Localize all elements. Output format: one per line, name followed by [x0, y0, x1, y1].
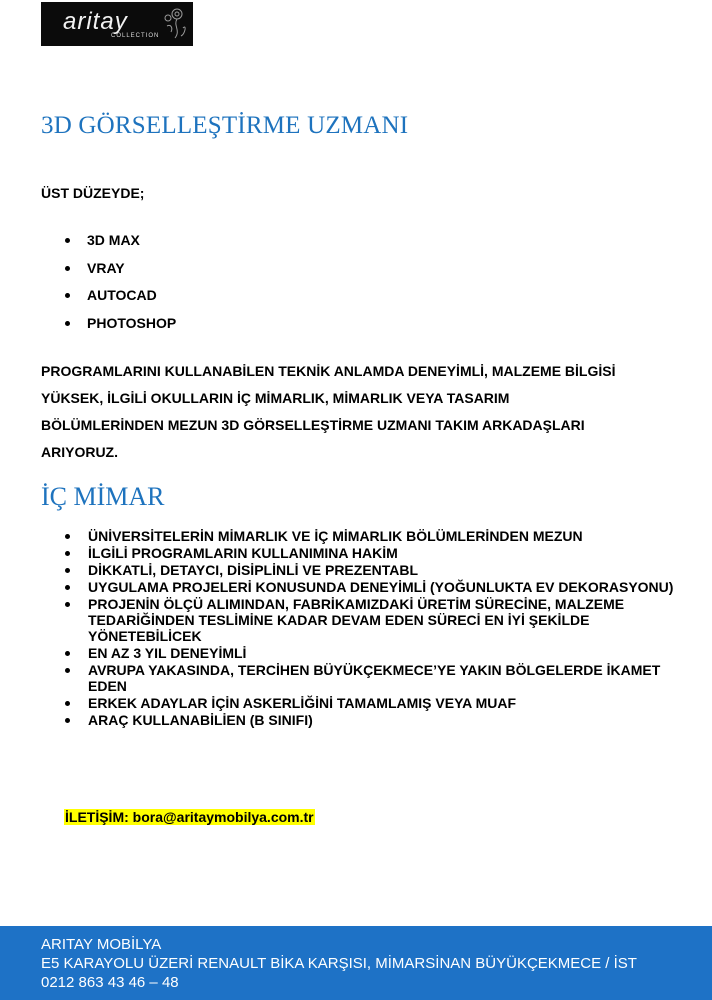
- requirements-list: [41, 528, 681, 729]
- job-title-interior-architect: İÇ MİMAR: [41, 482, 165, 511]
- contact-line: [64, 809, 315, 825]
- list-item: 3D MAX: [41, 230, 176, 258]
- list-item: AUTOCAD: [41, 285, 176, 313]
- list-item: İLGİLİ PROGRAMLARIN KULLANIMINA HAKİM: [41, 545, 681, 561]
- footer-company: ARITAY MOBİLYA: [41, 936, 162, 953]
- list-item: ÜNİVERSİTELERİN MİMARLIK VE İÇ MİMARLIK BÖLÜMLERİNDEN MEZUN: [41, 528, 681, 544]
- paragraph-line: BÖLÜMLERİNDEN MEZUN 3D GÖRSELLEŞTİRME UZMANI TAKIM ARKADAŞLARI: [41, 417, 585, 433]
- footer-phone: 0212 863 43 46 – 48: [41, 974, 179, 991]
- flower-ornament-icon: [159, 4, 189, 44]
- list-item: PROJENİN ÖLÇÜ ALIMINDAN, FABRİKAMIZDAKİ ÜRETİM SÜRECİNE, MALZEME TEDARİĞİNDEN TESLİMİNE KADAR DEVAM EDEN SÜRECİ EN İYİ ŞEKİLDE YÖNETEBİLİCEK: [41, 596, 681, 644]
- list-item: PHOTOSHOP: [41, 313, 176, 341]
- list-item: VRAY: [41, 258, 176, 286]
- paragraph-line: PROGRAMLARINI KULLANABİLEN TEKNİK ANLAMDA DENEYİMLİ, MALZEME BİLGİSİ: [41, 363, 616, 379]
- list-item: UYGULAMA PROJELERİ KONUSUNDA DENEYİMLİ (YOĞUNLUKTA EV DEKORASYONU): [41, 579, 681, 595]
- job-title-3d-visualization: 3D GÖRSELLEŞTİRME UZMANI: [41, 112, 409, 139]
- logo-wordmark: aritay: [63, 8, 128, 35]
- footer-address: E5 KARAYOLU ÜZERİ RENAULT BİKA KARŞISI, MİMARSİNAN BÜYÜKÇEKMECE / İST: [41, 955, 637, 972]
- contact-label: İLETİŞİM:: [65, 809, 129, 825]
- level-subheading: ÜST DÜZEYDE;: [41, 185, 145, 201]
- company-logo: [41, 2, 193, 46]
- contact-email-link[interactable]: bora@aritaymobilya.com.tr: [132, 809, 314, 825]
- paragraph-line: YÜKSEK, İLGİLİ OKULLARIN İÇ MİMARLIK, MİMARLIK VEYA TASARIM: [41, 390, 510, 406]
- list-item: ERKEK ADAYLAR İÇİN ASKERLİĞİNİ TAMAMLAMIŞ VEYA MUAF: [41, 695, 681, 711]
- list-item: AVRUPA YAKASINDA, TERCİHEN BÜYÜKÇEKMECE’YE YAKIN BÖLGELERDE İKAMET EDEN: [41, 662, 681, 694]
- programs-list: [41, 230, 176, 340]
- job-description-paragraph: [41, 358, 681, 466]
- list-item: DİKKATLİ, DETAYCI, DİSİPLİNLİ VE PREZENTABL: [41, 562, 681, 578]
- list-item: ARAÇ KULLANABİLİEN (B SINIFI): [41, 712, 681, 728]
- list-item: EN AZ 3 YIL DENEYİMLİ: [41, 645, 681, 661]
- page-footer: [0, 926, 712, 1000]
- paragraph-line: ARIYORUZ.: [41, 444, 118, 460]
- logo-subtitle: COLLECTION: [111, 33, 160, 39]
